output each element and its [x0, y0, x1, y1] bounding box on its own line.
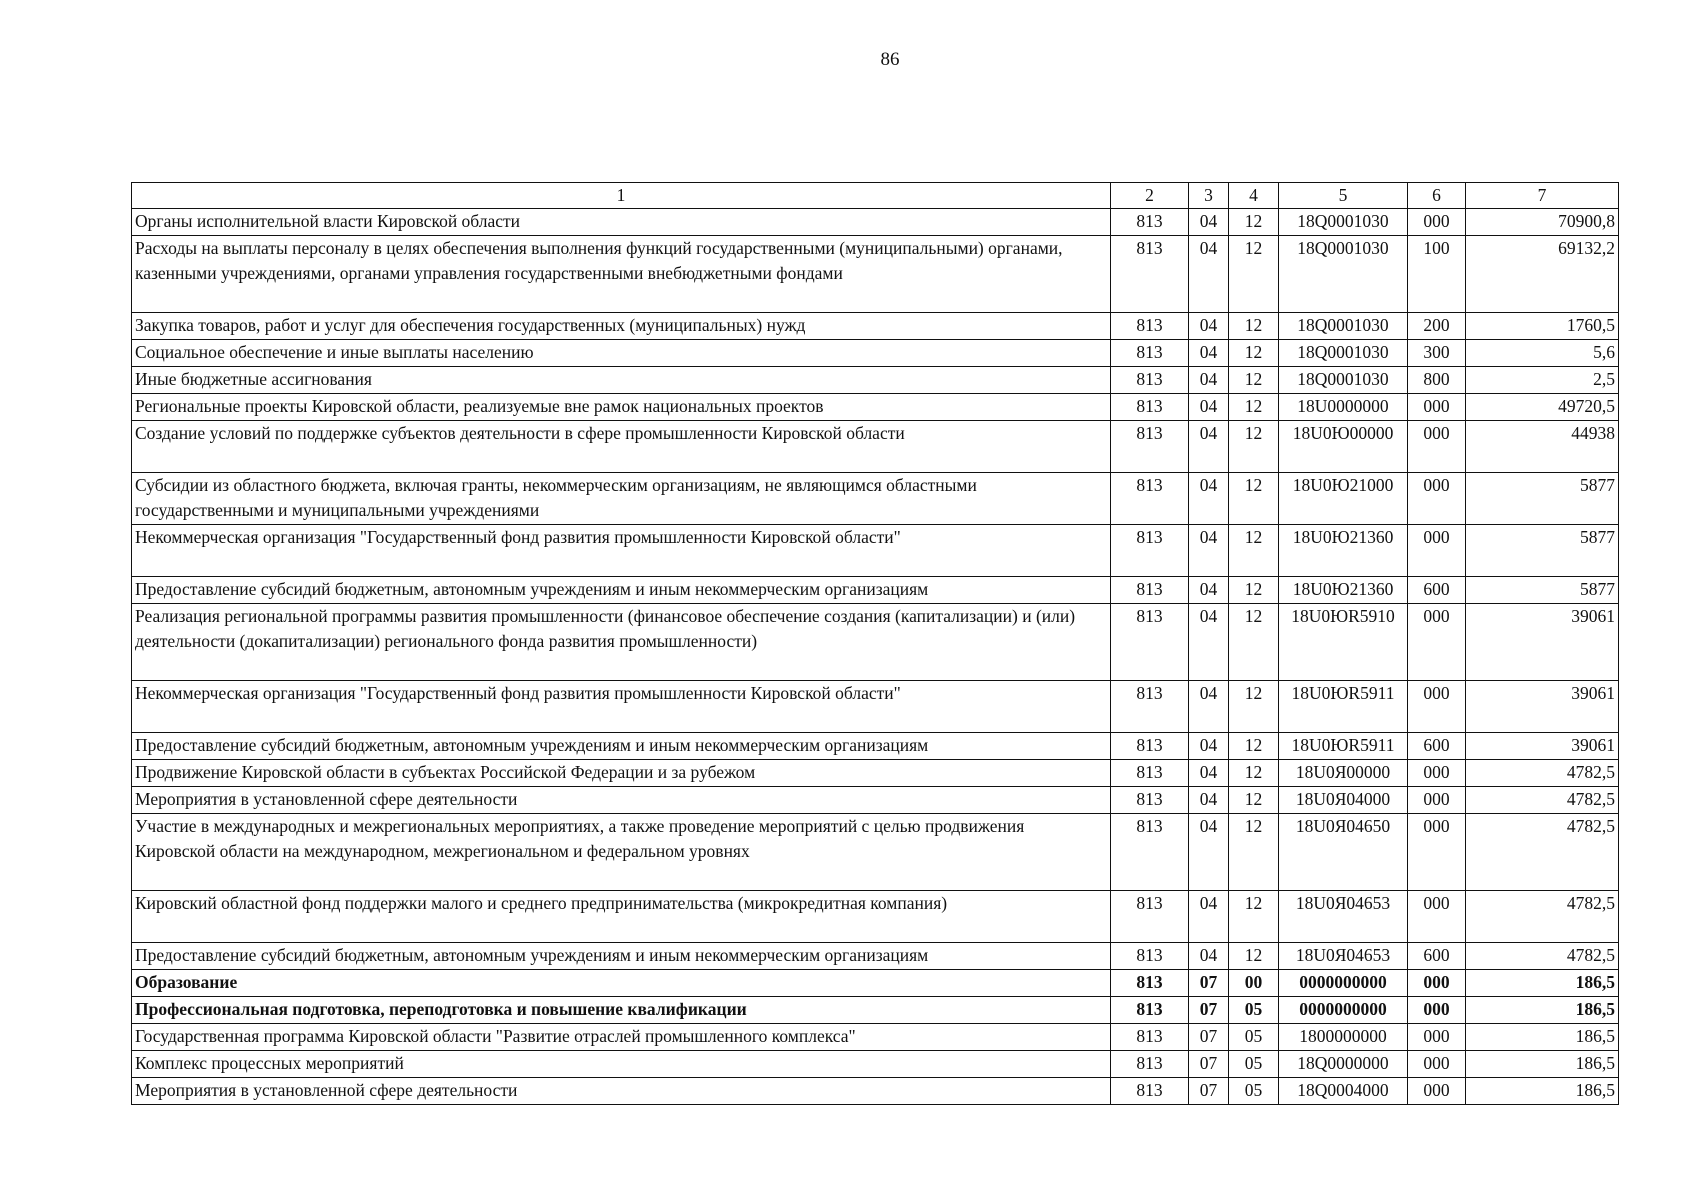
- row-expense-type: 000: [1408, 209, 1466, 236]
- row-section: 04: [1189, 367, 1229, 394]
- table-row: [132, 891, 1619, 943]
- row-admin-code: 813: [1111, 421, 1189, 473]
- header-col-1: 1: [132, 183, 1111, 209]
- row-amount: 5877: [1466, 577, 1619, 604]
- page-number: 86: [880, 49, 900, 70]
- table-row: [132, 340, 1619, 367]
- row-section: 07: [1189, 1051, 1229, 1078]
- row-admin-code: 813: [1111, 367, 1189, 394]
- row-admin-code: 813: [1111, 891, 1189, 943]
- row-amount: 186,5: [1466, 1024, 1619, 1051]
- row-section: 04: [1189, 421, 1229, 473]
- row-subsection: 05: [1229, 1051, 1279, 1078]
- table-row: [132, 1078, 1619, 1105]
- row-expense-type: 000: [1408, 760, 1466, 787]
- row-subsection: 12: [1229, 604, 1279, 681]
- row-admin-code: 813: [1111, 525, 1189, 577]
- row-admin-code: 813: [1111, 313, 1189, 340]
- row-amount: 39061: [1466, 681, 1619, 733]
- row-name: Органы исполнительной власти Кировской области: [132, 209, 1111, 236]
- row-subsection: 00: [1229, 970, 1279, 997]
- row-subsection: 12: [1229, 340, 1279, 367]
- row-subsection: 12: [1229, 394, 1279, 421]
- row-amount: 70900,8: [1466, 209, 1619, 236]
- row-target-article: 18Q0001030: [1279, 313, 1408, 340]
- table-row: [132, 367, 1619, 394]
- row-amount: 49720,5: [1466, 394, 1619, 421]
- header-col-3: 3: [1189, 183, 1229, 209]
- row-subsection: 12: [1229, 814, 1279, 891]
- table-row: [132, 473, 1619, 525]
- table-row: [132, 733, 1619, 760]
- row-section: 04: [1189, 733, 1229, 760]
- row-target-article: 18U0Я04653: [1279, 943, 1408, 970]
- row-name: Государственная программа Кировской области "Развитие отраслей промышленного комплекса": [132, 1024, 1111, 1051]
- row-amount: 186,5: [1466, 1078, 1619, 1105]
- row-subsection: 12: [1229, 525, 1279, 577]
- row-name: Реализация региональной программы развития промышленности (финансовое обеспечение создания (капитализации) и (или) деятельности (докапитализации) регионального фонда развития промышленности): [132, 604, 1111, 681]
- table-row: [132, 209, 1619, 236]
- row-section: 04: [1189, 473, 1229, 525]
- row-subsection: 12: [1229, 473, 1279, 525]
- row-name: Предоставление субсидий бюджетным, автономным учреждениям и иным некоммерческим организациям: [132, 733, 1111, 760]
- row-expense-type: 600: [1408, 943, 1466, 970]
- row-name: Создание условий по поддержке субъектов деятельности в сфере промышленности Кировской области: [132, 421, 1111, 473]
- table-row: [132, 1051, 1619, 1078]
- header-col-6: 6: [1408, 183, 1466, 209]
- table-row: [132, 943, 1619, 970]
- row-target-article: 18Q0004000: [1279, 1078, 1408, 1105]
- row-expense-type: 200: [1408, 313, 1466, 340]
- row-admin-code: 813: [1111, 1051, 1189, 1078]
- header-row: [132, 183, 1619, 209]
- row-amount: 5877: [1466, 525, 1619, 577]
- row-admin-code: 813: [1111, 970, 1189, 997]
- table-row: [132, 787, 1619, 814]
- row-subsection: 12: [1229, 577, 1279, 604]
- row-target-article: 18Q0001030: [1279, 367, 1408, 394]
- row-name: Региональные проекты Кировской области, реализуемые вне рамок национальных проектов: [132, 394, 1111, 421]
- row-subsection: 12: [1229, 681, 1279, 733]
- table-row: [132, 1024, 1619, 1051]
- row-subsection: 12: [1229, 733, 1279, 760]
- row-admin-code: 813: [1111, 473, 1189, 525]
- row-target-article: 18U0ЮR5911: [1279, 681, 1408, 733]
- table-row: [132, 970, 1619, 997]
- row-subsection: 05: [1229, 997, 1279, 1024]
- row-name: Мероприятия в установленной сфере деятельности: [132, 787, 1111, 814]
- row-section: 07: [1189, 1024, 1229, 1051]
- row-target-article: 18U0Я04650: [1279, 814, 1408, 891]
- row-name: Иные бюджетные ассигнования: [132, 367, 1111, 394]
- row-amount: 4782,5: [1466, 787, 1619, 814]
- row-expense-type: 600: [1408, 733, 1466, 760]
- row-expense-type: 000: [1408, 473, 1466, 525]
- row-section: 04: [1189, 209, 1229, 236]
- row-target-article: 18Q0001030: [1279, 209, 1408, 236]
- table-row: [132, 236, 1619, 313]
- row-expense-type: 100: [1408, 236, 1466, 313]
- row-admin-code: 813: [1111, 1024, 1189, 1051]
- row-section: 04: [1189, 787, 1229, 814]
- table-row: [132, 577, 1619, 604]
- row-admin-code: 813: [1111, 733, 1189, 760]
- row-subsection: 12: [1229, 421, 1279, 473]
- row-target-article: 18U0000000: [1279, 394, 1408, 421]
- budget-table: [131, 182, 1619, 1105]
- row-amount: 186,5: [1466, 970, 1619, 997]
- row-name: Мероприятия в установленной сфере деятельности: [132, 1078, 1111, 1105]
- row-subsection: 12: [1229, 236, 1279, 313]
- row-admin-code: 813: [1111, 787, 1189, 814]
- row-subsection: 12: [1229, 209, 1279, 236]
- row-target-article: 18U0ЮR5910: [1279, 604, 1408, 681]
- row-name: Комплекс процессных мероприятий: [132, 1051, 1111, 1078]
- row-section: 04: [1189, 891, 1229, 943]
- row-section: 04: [1189, 760, 1229, 787]
- row-admin-code: 813: [1111, 577, 1189, 604]
- row-expense-type: 000: [1408, 970, 1466, 997]
- row-target-article: 0000000000: [1279, 970, 1408, 997]
- row-name: Субсидии из областного бюджета, включая гранты, некоммерческим организациям, не являющимся областными государственными и муниципальными учреждениями: [132, 473, 1111, 525]
- row-target-article: 18U0Я04000: [1279, 787, 1408, 814]
- row-subsection: 12: [1229, 760, 1279, 787]
- row-name: Участие в международных и межрегиональных мероприятиях, а также проведение мероприятий с целью продвижения Кировской области на международном, межрегиональном и федеральном уровнях: [132, 814, 1111, 891]
- row-name: Предоставление субсидий бюджетным, автономным учреждениям и иным некоммерческим организациям: [132, 943, 1111, 970]
- row-expense-type: 000: [1408, 814, 1466, 891]
- row-expense-type: 000: [1408, 525, 1466, 577]
- row-amount: 39061: [1466, 733, 1619, 760]
- row-expense-type: 800: [1408, 367, 1466, 394]
- row-expense-type: 000: [1408, 394, 1466, 421]
- row-target-article: 18Q0001030: [1279, 340, 1408, 367]
- row-amount: 5,6: [1466, 340, 1619, 367]
- row-target-article: 18U0ЮR5911: [1279, 733, 1408, 760]
- table-row: [132, 681, 1619, 733]
- row-subsection: 05: [1229, 1078, 1279, 1105]
- row-amount: 4782,5: [1466, 814, 1619, 891]
- row-name: Предоставление субсидий бюджетным, автономным учреждениям и иным некоммерческим организациям: [132, 577, 1111, 604]
- row-expense-type: 000: [1408, 604, 1466, 681]
- row-amount: 69132,2: [1466, 236, 1619, 313]
- row-amount: 5877: [1466, 473, 1619, 525]
- row-name: Образование: [132, 970, 1111, 997]
- table-row: [132, 525, 1619, 577]
- row-target-article: 18U0Я04653: [1279, 891, 1408, 943]
- row-admin-code: 813: [1111, 760, 1189, 787]
- row-subsection: 12: [1229, 787, 1279, 814]
- row-expense-type: 000: [1408, 787, 1466, 814]
- row-expense-type: 000: [1408, 1024, 1466, 1051]
- row-admin-code: 813: [1111, 943, 1189, 970]
- row-section: 04: [1189, 604, 1229, 681]
- table-row: [132, 604, 1619, 681]
- row-section: 04: [1189, 525, 1229, 577]
- table-row: [132, 313, 1619, 340]
- row-target-article: 18U0Я00000: [1279, 760, 1408, 787]
- header-col-4: 4: [1229, 183, 1279, 209]
- row-amount: 39061: [1466, 604, 1619, 681]
- row-target-article: 18Q0000000: [1279, 1051, 1408, 1078]
- row-subsection: 12: [1229, 367, 1279, 394]
- row-amount: 1760,5: [1466, 313, 1619, 340]
- row-subsection: 12: [1229, 943, 1279, 970]
- row-target-article: 18Q0001030: [1279, 236, 1408, 313]
- row-section: 07: [1189, 1078, 1229, 1105]
- row-section: 04: [1189, 313, 1229, 340]
- row-section: 04: [1189, 681, 1229, 733]
- row-expense-type: 000: [1408, 1051, 1466, 1078]
- row-amount: 186,5: [1466, 997, 1619, 1024]
- row-amount: 186,5: [1466, 1051, 1619, 1078]
- table-row: [132, 394, 1619, 421]
- row-expense-type: 000: [1408, 681, 1466, 733]
- row-expense-type: 300: [1408, 340, 1466, 367]
- row-section: 04: [1189, 577, 1229, 604]
- table-row: [132, 997, 1619, 1024]
- row-expense-type: 600: [1408, 577, 1466, 604]
- row-admin-code: 813: [1111, 681, 1189, 733]
- row-admin-code: 813: [1111, 236, 1189, 313]
- row-section: 04: [1189, 943, 1229, 970]
- row-section: 07: [1189, 997, 1229, 1024]
- row-admin-code: 813: [1111, 604, 1189, 681]
- row-subsection: 12: [1229, 313, 1279, 340]
- row-expense-type: 000: [1408, 891, 1466, 943]
- row-subsection: 12: [1229, 891, 1279, 943]
- row-section: 04: [1189, 236, 1229, 313]
- row-admin-code: 813: [1111, 814, 1189, 891]
- row-section: 07: [1189, 970, 1229, 997]
- row-name: Некоммерческая организация "Государственный фонд развития промышленности Кировской области": [132, 681, 1111, 733]
- row-name: Расходы на выплаты персоналу в целях обеспечения выполнения функций государственными (муниципальными) органами, казенными учреждениями, органами управления государственными внебюджетными фондами: [132, 236, 1111, 313]
- row-target-article: 0000000000: [1279, 997, 1408, 1024]
- row-target-article: 18U0Ю00000: [1279, 421, 1408, 473]
- row-target-article: 18U0Ю21000: [1279, 473, 1408, 525]
- row-name: Закупка товаров, работ и услуг для обеспечения государственных (муниципальных) нужд: [132, 313, 1111, 340]
- row-section: 04: [1189, 340, 1229, 367]
- header-col-5: 5: [1279, 183, 1408, 209]
- row-amount: 2,5: [1466, 367, 1619, 394]
- row-target-article: 1800000000: [1279, 1024, 1408, 1051]
- table-row: [132, 421, 1619, 473]
- row-expense-type: 000: [1408, 997, 1466, 1024]
- row-name: Продвижение Кировской области в субъектах Российской Федерации и за рубежом: [132, 760, 1111, 787]
- row-section: 04: [1189, 814, 1229, 891]
- row-admin-code: 813: [1111, 394, 1189, 421]
- row-expense-type: 000: [1408, 1078, 1466, 1105]
- row-amount: 4782,5: [1466, 760, 1619, 787]
- header-col-2: 2: [1111, 183, 1189, 209]
- row-name: Кировский областной фонд поддержки малого и среднего предпринимательства (микрокредитная компания): [132, 891, 1111, 943]
- row-subsection: 05: [1229, 1024, 1279, 1051]
- row-admin-code: 813: [1111, 997, 1189, 1024]
- row-expense-type: 000: [1408, 421, 1466, 473]
- row-amount: 44938: [1466, 421, 1619, 473]
- row-name: Профессиональная подготовка, переподготовка и повышение квалификации: [132, 997, 1111, 1024]
- row-name: Социальное обеспечение и иные выплаты населению: [132, 340, 1111, 367]
- row-admin-code: 813: [1111, 1078, 1189, 1105]
- row-admin-code: 813: [1111, 209, 1189, 236]
- row-section: 04: [1189, 394, 1229, 421]
- row-amount: 4782,5: [1466, 891, 1619, 943]
- row-amount: 4782,5: [1466, 943, 1619, 970]
- row-admin-code: 813: [1111, 340, 1189, 367]
- header-col-7: 7: [1466, 183, 1619, 209]
- row-target-article: 18U0Ю21360: [1279, 577, 1408, 604]
- table-row: [132, 760, 1619, 787]
- table-row: [132, 814, 1619, 891]
- row-name: Некоммерческая организация "Государственный фонд развития промышленности Кировской области": [132, 525, 1111, 577]
- row-target-article: 18U0Ю21360: [1279, 525, 1408, 577]
